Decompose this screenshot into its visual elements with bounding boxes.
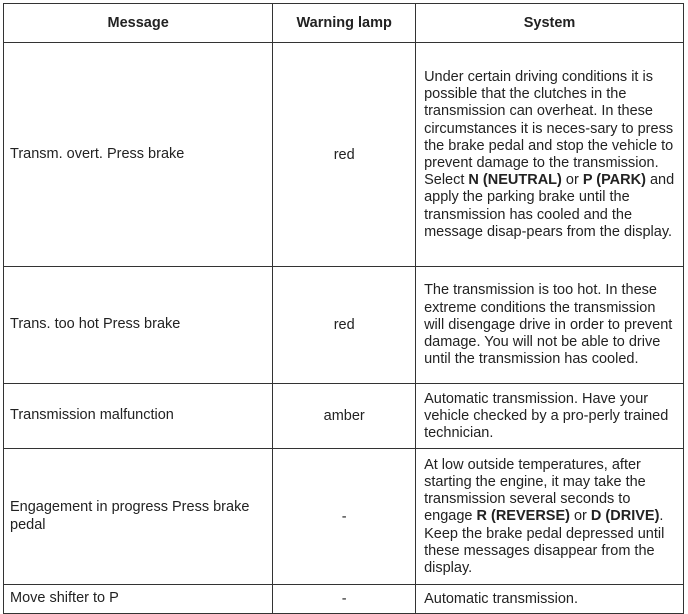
header-message: Message: [4, 4, 273, 43]
table-header-row: [4, 4, 684, 43]
table-row: [4, 449, 684, 585]
table-row: [4, 384, 684, 449]
warning-messages-table: [3, 3, 684, 614]
warning-messages-table-wrapper: [3, 3, 684, 614]
system-cell: Under certain driving conditions it is possible that the clutches in the transmission can overheat. In these circumstances it is neces-sary to press the brake pedal and stop the vehicle to prevent damage to the transmission. Select N (NEUTRAL) or P (PARK) and apply the parking brake until the transmission has cooled and the message disap-pears from the display.: [416, 43, 684, 267]
bold-term: N (NEUTRAL): [468, 172, 562, 189]
lamp-cell: red: [273, 43, 416, 267]
header-system: System: [416, 4, 684, 43]
system-cell: Automatic transmission.: [416, 585, 684, 614]
bold-term: R (REVERSE): [476, 508, 570, 525]
bold-term: P (PARK): [582, 172, 646, 189]
system-cell: Automatic transmission. Have your vehicle checked by a pro-perly trained technician.: [416, 384, 684, 449]
table-row: [4, 43, 684, 267]
header-warning-lamp: Warning lamp: [273, 4, 416, 43]
lamp-cell: red: [273, 267, 416, 384]
lamp-cell: -: [273, 585, 416, 614]
message-cell: Trans. too hot Press brake: [4, 267, 273, 384]
message-cell: Transm. overt. Press brake: [4, 43, 273, 267]
table-row: [4, 267, 684, 384]
message-cell: Transmission malfunction: [4, 384, 273, 449]
table-row: [4, 585, 684, 614]
lamp-cell: amber: [273, 384, 416, 449]
bold-term: D (DRIVE): [590, 508, 660, 525]
lamp-cell: -: [273, 449, 416, 585]
message-cell: Engagement in progress Press brake pedal: [4, 449, 273, 585]
system-cell: At low outside temperatures, after starting the engine, it may take the transmission several seconds to engage R (REVERSE) or D (DRIVE). Keep the brake pedal depressed until these messages disappear from the display.: [416, 449, 684, 585]
system-cell: The transmission is too hot. In these extreme conditions the transmission will disengage drive in order to prevent damage. You will not be able to drive until the transmission has cooled.: [416, 267, 684, 384]
message-cell: Move shifter to P: [4, 585, 273, 614]
